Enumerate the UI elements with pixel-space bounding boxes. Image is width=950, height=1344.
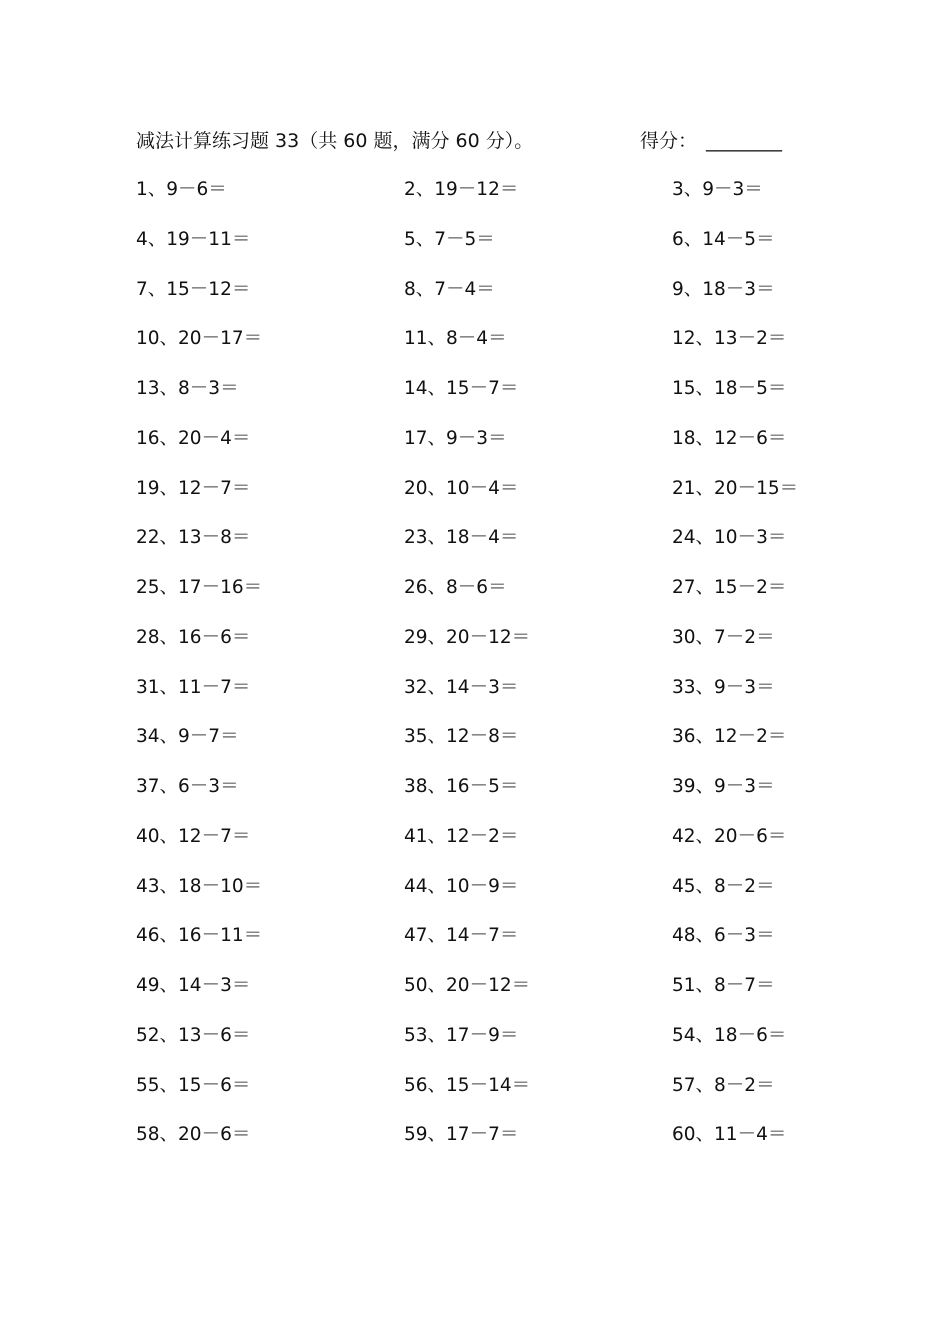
problem-item: 29、20－12＝ xyxy=(404,626,531,648)
problem-item: 49、14－3＝ xyxy=(136,975,251,996)
problem-item: 40、12－7＝ xyxy=(136,825,251,847)
problem-item: 41、12－2＝ xyxy=(404,825,519,847)
problem-item: 36、12－2＝ xyxy=(672,726,787,748)
problem-item: 56、15－14＝ xyxy=(404,1074,531,1096)
problem-item: 60、11－4＝ xyxy=(672,1124,787,1146)
worksheet-header xyxy=(136,124,816,158)
problem-item: 10、20－17＝ xyxy=(136,328,263,350)
problem-item: 33、9－3＝ xyxy=(672,676,775,698)
problem-item: 42、20－6＝ xyxy=(672,825,787,847)
problem-item: 46、16－11＝ xyxy=(136,925,263,947)
problem-item: 24、10－3＝ xyxy=(672,527,787,549)
problem-item: 2、19－12＝ xyxy=(404,179,519,200)
problem-item: 5、7－5＝ xyxy=(404,228,495,250)
problem-item: 59、17－7＝ xyxy=(404,1124,519,1146)
problem-item: 53、17－9＝ xyxy=(404,1024,519,1046)
problem-item: 18、12－6＝ xyxy=(672,427,787,449)
problem-item: 23、18－4＝ xyxy=(404,527,519,549)
problem-item: 43、18－10＝ xyxy=(136,875,263,897)
problem-item: 58、20－6＝ xyxy=(136,1124,251,1146)
problem-item: 11、8－4＝ xyxy=(404,328,507,350)
problem-item: 3、9－3＝ xyxy=(672,179,763,200)
problem-item: 35、12－8＝ xyxy=(404,726,519,748)
problem-item: 1、9－6＝ xyxy=(136,179,227,200)
problem-item: 12、13－2＝ xyxy=(672,328,787,350)
problem-item: 37、6－3＝ xyxy=(136,776,239,797)
problem-item: 51、8－7＝ xyxy=(672,975,775,996)
problem-item: 22、13－8＝ xyxy=(136,527,251,549)
problem-item: 26、8－6＝ xyxy=(404,577,507,598)
problem-item: 31、11－7＝ xyxy=(136,676,251,698)
problem-item: 47、14－7＝ xyxy=(404,925,519,947)
problem-item: 55、15－6＝ xyxy=(136,1074,251,1096)
problem-item: 13、8－3＝ xyxy=(136,378,239,399)
problem-item: 4、19－11＝ xyxy=(136,228,251,250)
problem-item: 32、14－3＝ xyxy=(404,676,519,698)
problem-item: 16、20－4＝ xyxy=(136,427,251,449)
problem-item: 30、7－2＝ xyxy=(672,626,775,648)
problem-item: 44、10－9＝ xyxy=(404,875,519,897)
problem-item: 50、20－12＝ xyxy=(404,975,531,996)
problem-item: 39、9－3＝ xyxy=(672,776,775,797)
problem-item: 7、15－12＝ xyxy=(136,278,251,300)
problem-item: 52、13－6＝ xyxy=(136,1024,251,1046)
problem-item: 21、20－15＝ xyxy=(672,477,799,499)
problem-item: 45、8－2＝ xyxy=(672,875,775,897)
problem-item: 57、8－2＝ xyxy=(672,1074,775,1096)
problem-item: 48、6－3＝ xyxy=(672,925,775,947)
score-label: 得分： xyxy=(640,130,698,152)
problem-item: 34、9－7＝ xyxy=(136,726,239,748)
problem-item: 9、18－3＝ xyxy=(672,278,775,300)
problem-item: 19、12－7＝ xyxy=(136,477,251,499)
problem-item: 54、18－6＝ xyxy=(672,1024,787,1046)
problem-item: 27、15－2＝ xyxy=(672,577,787,598)
problem-item: 14、15－7＝ xyxy=(404,378,519,399)
problem-item: 25、17－16＝ xyxy=(136,577,263,598)
problem-grid xyxy=(136,172,836,1167)
problem-item: 6、14－5＝ xyxy=(672,228,775,250)
worksheet-title: 减法计算练习题 33（共 60 题，满分 60 分）。 xyxy=(136,130,534,152)
problem-item: 8、7－4＝ xyxy=(404,278,495,300)
problem-item: 28、16－6＝ xyxy=(136,626,251,648)
problem-item: 38、16－5＝ xyxy=(404,776,519,797)
problem-item: 17、9－3＝ xyxy=(404,427,507,449)
problem-item: 20、10－4＝ xyxy=(404,477,519,499)
problem-item: 15、18－5＝ xyxy=(672,378,787,399)
score-blank: ________ xyxy=(706,130,782,152)
